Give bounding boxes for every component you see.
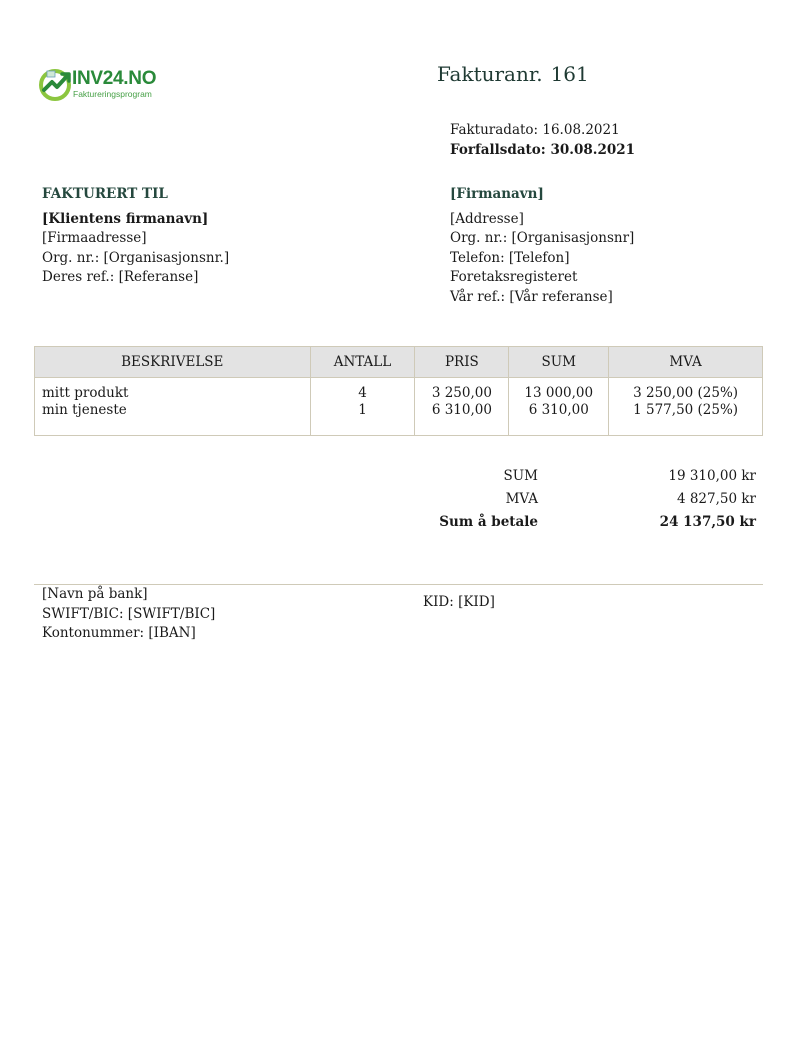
company-heading: [Firmanavn] [450, 186, 544, 202]
totals-block [440, 465, 758, 534]
invoice-number: 161 [550, 62, 589, 86]
company-org-nr: Org. nr.: [Organisasjonsnr] [450, 230, 635, 246]
bank-swift: SWIFT/BIC: [SWIFT/BIC] [42, 605, 216, 622]
row-sum: 13 000,00 [524, 385, 594, 401]
totals-total-value: 24 137,50 kr [659, 514, 756, 530]
row-sum: 6 310,00 [528, 402, 589, 418]
vat-cell [609, 378, 763, 436]
quantity-cell [310, 378, 415, 436]
items-table [34, 346, 763, 436]
row-quantity: 4 [358, 385, 367, 401]
invoice-title-label: Fakturanr. [437, 62, 543, 86]
row-vat: 1 577,50 (25%) [633, 402, 739, 418]
client-reference: Deres ref.: [Referanse] [42, 269, 199, 285]
totals-vat-value: 4 827,50 kr [676, 491, 756, 507]
header-vat: MVA [609, 347, 763, 378]
company-reference: Vår ref.: [Vår referanse] [450, 288, 613, 305]
row-price: 6 310,00 [431, 402, 492, 418]
invoice-dates [450, 121, 635, 160]
sum-cell [509, 378, 609, 436]
row-description: mitt produkt [42, 385, 129, 401]
bank-name: [Navn på bank] [42, 586, 148, 602]
row-vat: 3 250,00 (25%) [633, 385, 739, 401]
header-quantity: ANTALL [310, 347, 415, 378]
price-cell [415, 378, 509, 436]
client-name: [Klientens firmanavn] [42, 210, 209, 227]
row-quantity: 1 [358, 402, 367, 418]
client-org-nr: Org. nr.: [Organisasjonsnr.] [42, 249, 230, 266]
totals-total-label: Sum å betale [439, 514, 538, 530]
header-sum: SUM [509, 347, 609, 378]
row-price: 3 250,00 [431, 385, 492, 401]
table-row [35, 378, 763, 436]
kid-number: KID: [KID] [423, 594, 495, 610]
header-description: BESKRIVELSE [35, 347, 311, 378]
bill-to-heading: FAKTURERT TIL [42, 186, 168, 202]
bank-account: Kontonummer: [IBAN] [42, 625, 196, 641]
company-address: [Addresse] [450, 210, 524, 227]
bank-block [42, 585, 215, 644]
row-description: min tjeneste [42, 402, 127, 418]
totals-sum-row [440, 465, 758, 488]
header-price: PRIS [415, 347, 509, 378]
totals-vat-label: MVA [505, 491, 538, 507]
logo-name: INV24.NO [72, 68, 157, 89]
bill-to-block [42, 185, 229, 288]
company-register: Foretaksregisteret [450, 269, 578, 285]
totals-vat-row [440, 488, 758, 511]
invoice-title [437, 62, 589, 86]
logo-tagline: Faktureringsprogram [73, 89, 152, 99]
company-logo [38, 66, 157, 106]
totals-total-row [440, 511, 758, 534]
totals-sum-value: 19 310,00 kr [668, 468, 756, 484]
totals-sum-label: SUM [503, 468, 538, 484]
description-cell [35, 378, 311, 436]
logo-arrow-icon [38, 66, 74, 102]
invoice-date: Fakturadato: 16.08.2021 [450, 122, 620, 138]
company-phone: Telefon: [Telefon] [450, 249, 570, 266]
table-header-row [35, 347, 763, 378]
due-date: Forfallsdato: 30.08.2021 [450, 141, 636, 158]
client-address: [Firmaadresse] [42, 230, 147, 246]
company-block [450, 185, 634, 307]
